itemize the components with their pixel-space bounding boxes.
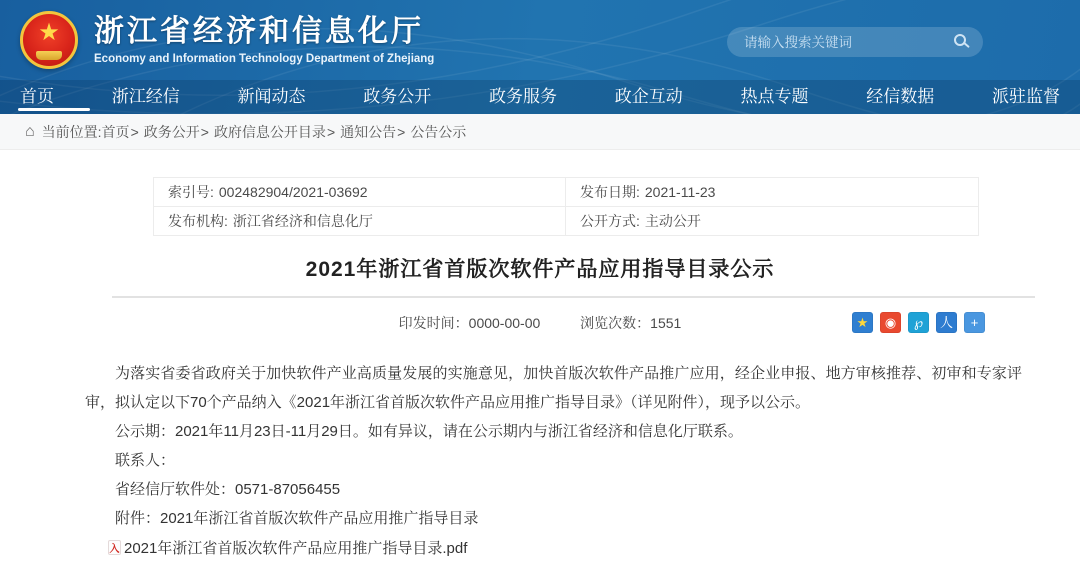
view-count-value: 1551: [650, 315, 682, 331]
nav-item-home[interactable]: 首页: [20, 80, 54, 114]
article-paragraph: 为落实省委省政府关于加快软件产业高质量发展的实施意见，加快首版次软件产品推广应用，经企业申报、地方审核推荐、初审和专家评审，拟认定以下70个产品纳入《2021年浙江省首版次软件产品应用推广指导目录》（详见附件），现予以公示。: [85, 365, 1022, 411]
qzone-share-icon[interactable]: ★: [852, 312, 873, 333]
title-divider: [112, 296, 1035, 298]
home-icon: ⌂: [25, 122, 35, 140]
tencent-weibo-share-icon[interactable]: ℘: [908, 312, 929, 333]
index-number-value: 002482904/2021-03692: [218, 184, 368, 200]
nav-item-gov-services[interactable]: 政务服务: [489, 87, 557, 106]
article-paragraph: 公示期：2021年11月23日-11月29日。如有异议，请在公示期内与浙江省经济和信息化厅联系。: [115, 423, 743, 440]
breadcrumb-item-announcements[interactable]: 公告公示: [410, 123, 467, 140]
meta-cell-index-number: [154, 178, 566, 207]
search-input[interactable]: [727, 27, 949, 57]
issuing-agency-label: 发布机构:: [168, 213, 228, 229]
breadcrumb-item-info-catalog[interactable]: 政府信息公开目录: [213, 123, 326, 140]
breadcrumb-item-notices[interactable]: 通知公告: [340, 123, 397, 140]
more-share-icon[interactable]: +: [964, 312, 985, 333]
publish-date-label: 发布日期:: [580, 184, 640, 200]
breadcrumb-separator: >: [200, 123, 209, 140]
article-title: 2021年浙江省首版次软件产品应用指导目录公示: [305, 258, 775, 281]
print-time-label: 印发时间：: [398, 315, 469, 331]
attachment-pdf-link[interactable]: 2021年浙江省首版次软件产品应用推广指导目录.pdf: [124, 540, 468, 557]
article-paragraph: 附件：2021年浙江省首版次软件产品应用推广指导目录: [115, 510, 479, 527]
print-time: [399, 315, 541, 331]
site-title: 浙江省经济和信息化厅: [94, 14, 424, 48]
view-count-label: 浏览次数：: [580, 315, 651, 331]
breadcrumb-item-gov-disclosure[interactable]: 政务公开: [143, 123, 200, 140]
site-header: [0, 0, 1080, 80]
pdf-file-icon: 入: [108, 540, 121, 555]
nav-item-dispatched-supervision[interactable]: 派驻监督: [992, 87, 1060, 106]
document-meta-table: [153, 177, 979, 236]
article-meta-row: [0, 311, 1080, 335]
search-icon: [954, 34, 966, 46]
issuing-agency-value: 浙江省经济和信息化厅: [232, 213, 373, 229]
nav-item-hot-topics[interactable]: 热点专题: [740, 87, 809, 106]
open-mode-label: 公开方式:: [580, 213, 640, 229]
sina-weibo-share-icon[interactable]: ◉: [880, 312, 901, 333]
breadcrumb-separator: >: [326, 123, 336, 140]
index-number-label: 索引号:: [168, 184, 214, 200]
breadcrumb-label: 当前位置:: [41, 123, 102, 140]
renren-share-icon[interactable]: 人: [936, 312, 957, 333]
view-count: [580, 315, 681, 331]
article-body: [85, 359, 1022, 533]
top-banner: [0, 0, 1080, 114]
nav-item-news[interactable]: 新闻动态: [237, 87, 306, 106]
breadcrumb-item-home[interactable]: 首页: [101, 123, 130, 140]
article-paragraph: 省经信厅软件处：0571-87056455: [115, 481, 341, 498]
open-mode-value: 主动公开: [644, 213, 701, 229]
attachment-row: [108, 533, 1080, 562]
meta-cell-publish-date: [566, 178, 979, 207]
share-bar: [852, 312, 985, 333]
breadcrumb-separator: >: [130, 123, 139, 140]
site-titles: [94, 15, 434, 66]
meta-cell-issuing-agency: [154, 207, 566, 236]
nav-item-gov-enterprise-interaction[interactable]: 政企互动: [614, 87, 683, 106]
breadcrumb-separator: >: [397, 123, 406, 140]
search-box: [727, 27, 983, 57]
site-subtitle: Economy and Information Technology Department of Zhejiang: [94, 53, 435, 66]
print-time-value: 0000-00-00: [468, 315, 541, 331]
nav-item-jingxin-data[interactable]: 经信数据: [866, 87, 935, 106]
search-button[interactable]: [949, 27, 983, 57]
main-nav: [0, 80, 1080, 114]
nav-item-gov-disclosure[interactable]: 政务公开: [363, 87, 432, 106]
meta-cell-open-mode: [566, 207, 979, 236]
article-paragraph: 联系人：: [115, 452, 176, 469]
publish-date-value: 2021-11-23: [644, 184, 716, 200]
national-emblem-logo[interactable]: [20, 11, 78, 69]
breadcrumb: [0, 114, 1080, 150]
emblem-star-icon: ★: [38, 19, 60, 46]
nav-item-zhejiang-jingxin[interactable]: 浙江经信: [111, 87, 180, 106]
